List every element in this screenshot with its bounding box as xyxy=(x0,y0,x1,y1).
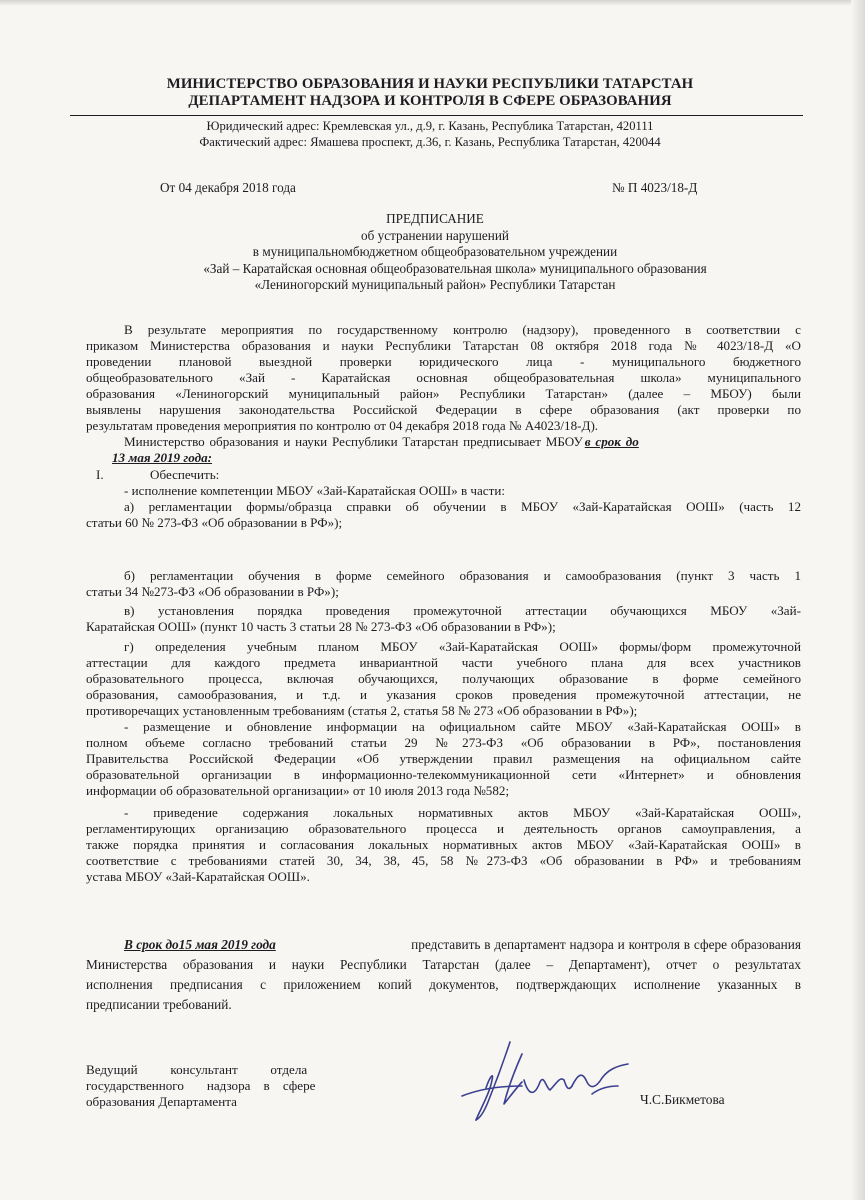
handwritten-signature xyxy=(452,1036,642,1126)
legal-address: Юридический адрес: Кремлевская ул., д.9, г. Казань, Республика Татарстан, 420111 xyxy=(206,119,654,133)
letterhead-rule xyxy=(70,115,803,116)
prescription-text: Министерство образования и науки Республики Татарстан предписывает МБОУ xyxy=(124,434,583,449)
item-label: Обеспечить: xyxy=(150,467,220,482)
letterhead xyxy=(60,76,800,110)
body-line: - исполнение компетенции МБОУ «Зай-Каратайская ООШ» в части: xyxy=(124,483,505,498)
body-line: б) регламентации обучения в форме семейного образования и самообразования (пункт 3 часть 1 xyxy=(124,568,801,583)
body-line: полном объеме согласно требований статьи 29 №273-ФЗ «Об образовании в РФ», постановления xyxy=(86,735,801,750)
body-line: - приведение содержания локальных нормативных актов МБОУ «Зай-Каратайская ООШ», xyxy=(124,805,801,820)
title-line: в муниципальномбюджетном общеобразовательном учреждении xyxy=(252,244,618,259)
title-line: «Лениногорский муниципальный район» Республики Татарстан xyxy=(254,277,616,292)
signer-position: государственного надзора в сфере xyxy=(86,1078,316,1093)
report-text: представить в департамент надзора и контроля в сфере образования xyxy=(411,937,801,952)
body-line: выявлены нарушения законодательства Российской Федерации в сфере образования (акт проверки по xyxy=(86,402,801,417)
body-line: образовательной организации в информационно-телекоммуникационной сети «Интернет» и обновления xyxy=(86,767,801,782)
body-line: а) регламентации формы/образца справки об обучении в МБОУ «Зай-Каратайская ООШ» (часть 12 xyxy=(124,499,801,514)
body-line: - размещение и обновление информации на официальном сайте МБОУ «Зай-Каратайская ООШ» в xyxy=(124,719,801,734)
body-line: регламентирующих организацию образовательного процесса и деятельность органов самоуправления, а xyxy=(86,821,801,836)
signature-stroke xyxy=(592,1086,618,1094)
report-line xyxy=(86,937,801,953)
body-line: информации об образовательной организации» от 10 июля 2013 года №582; xyxy=(86,783,510,798)
signer-name: Ч.С.Бикметова xyxy=(640,1092,725,1107)
scan-edge-right xyxy=(851,0,865,1200)
deadline-date: 13 мая 2019 года: xyxy=(112,450,212,465)
body-line: приказом Министерства образования и науки Республики Татарстан 08 октября 2018 года № 4023/18-Д «О xyxy=(86,338,801,353)
body-line: соответствие с требованиями статей 30, 34, 38, 45, 58 №273-ФЗ «Об образовании в РФ» и требованиям xyxy=(86,853,801,868)
body-line: Министерства образования и науки Республики Татарстан (далее – Департамент), отчет о результатах xyxy=(86,957,801,972)
signature-stroke xyxy=(572,1064,628,1087)
title-line: об устранении нарушений xyxy=(361,227,509,243)
signer-position: образования Департамента xyxy=(86,1094,237,1109)
body-line: также порядка принятия и согласования локальных нормативных актов МБОУ «Зай-Каратайская ООШ» в xyxy=(86,837,801,852)
body-line: результатам проведения мероприятия по контролю от 04 декабря 2018 года № А4023/18-Д). xyxy=(86,418,599,433)
body-line: предписании требований. xyxy=(86,997,232,1012)
body-line: устава МБОУ «Зай-Каратайская ООШ». xyxy=(86,869,310,884)
body-line: общеобразовательного «Зай - Каратайская основная общеобразовательная школа» муниципального xyxy=(86,370,801,385)
body-line: проведении плановой выездной проверки юридического лица - муниципального бюджетного xyxy=(86,354,801,369)
body-line: В результате мероприятия по государственному контролю (надзору), проведенного в соответствии с xyxy=(124,322,801,337)
body-line: образовательного процесса, включая обучающихся, получающих образование в форме семейного xyxy=(86,671,801,686)
body-line: образования «Лениногорский муниципальный район» Республики Татарстан» (далее – МБОУ) были xyxy=(86,386,801,401)
signature-stroke xyxy=(524,1079,572,1092)
department-name: ДЕПАРТАМЕНТ НАДЗОРА И КОНТРОЛЯ В СФЕРЕ ОБРАЗОВАНИЯ xyxy=(188,93,672,109)
title-line: ПРЕДПИСАНИЕ xyxy=(386,211,484,226)
signer-position: Ведущий консультант отдела xyxy=(86,1062,308,1077)
body-line: в) установления порядка проведения промежуточной аттестации обучающихся МБОУ «Зай- xyxy=(124,603,801,618)
actual-address: Фактический адрес: Ямашева проспект, д.36, г. Казань, Республика Татарстан, 420044 xyxy=(199,135,661,149)
title-line: «Зай – Каратайская основная общеобразовательная школа» муниципального образования xyxy=(203,260,707,276)
body-line: статьи 34 №273-ФЗ «Об образовании в РФ»); xyxy=(86,584,339,599)
document-title xyxy=(130,211,740,294)
ministry-name: МИНИСТЕРСТВО ОБРАЗОВАНИЯ И НАУКИ РЕСПУБЛИКИ ТАТАРСТАН xyxy=(166,76,694,92)
body-line: противоречащих установленным требованиям (статья 2, статья 58 № 273 «Об образовании в РФ»); xyxy=(86,703,638,718)
body-line: г) определения учебным планом МБОУ «Зай-Каратайская ООШ» формы/форм промежуточной xyxy=(124,639,801,654)
prescription-line xyxy=(86,434,801,450)
body-line: Каратайская ООШ» (пункт 10 часть 3 статьи 28 № 273-ФЗ «Об образовании в РФ»); xyxy=(86,619,556,634)
body-line: Правительства Российской Федерации «Об утверждении правил размещения на официальном сайте xyxy=(86,751,801,766)
body-line: образования, самообразования, и т.д. и указания сроков проведения промежуточной аттестации, не xyxy=(86,687,801,702)
scan-edge-top xyxy=(0,0,865,6)
body-line: статьи 60 № 273-ФЗ «Об образовании в РФ»); xyxy=(86,515,343,530)
document-date: От 04 декабря 2018 года xyxy=(160,180,296,195)
report-deadline: В срок до15 мая 2019 года xyxy=(124,937,276,952)
item-number: I. xyxy=(96,467,104,482)
deadline-line xyxy=(112,450,827,466)
signature-stroke xyxy=(504,1054,522,1104)
body-line: аттестации для каждого предмета инвариантной части учебного плана для всех участников xyxy=(86,655,801,670)
body-line: исполнения предписания с приложением копий документов, подтверждающих исполнение указанных в xyxy=(86,977,801,992)
deadline-emphasis: в срок до xyxy=(584,434,639,449)
document-number: № П 4023/18-Д xyxy=(612,180,698,195)
